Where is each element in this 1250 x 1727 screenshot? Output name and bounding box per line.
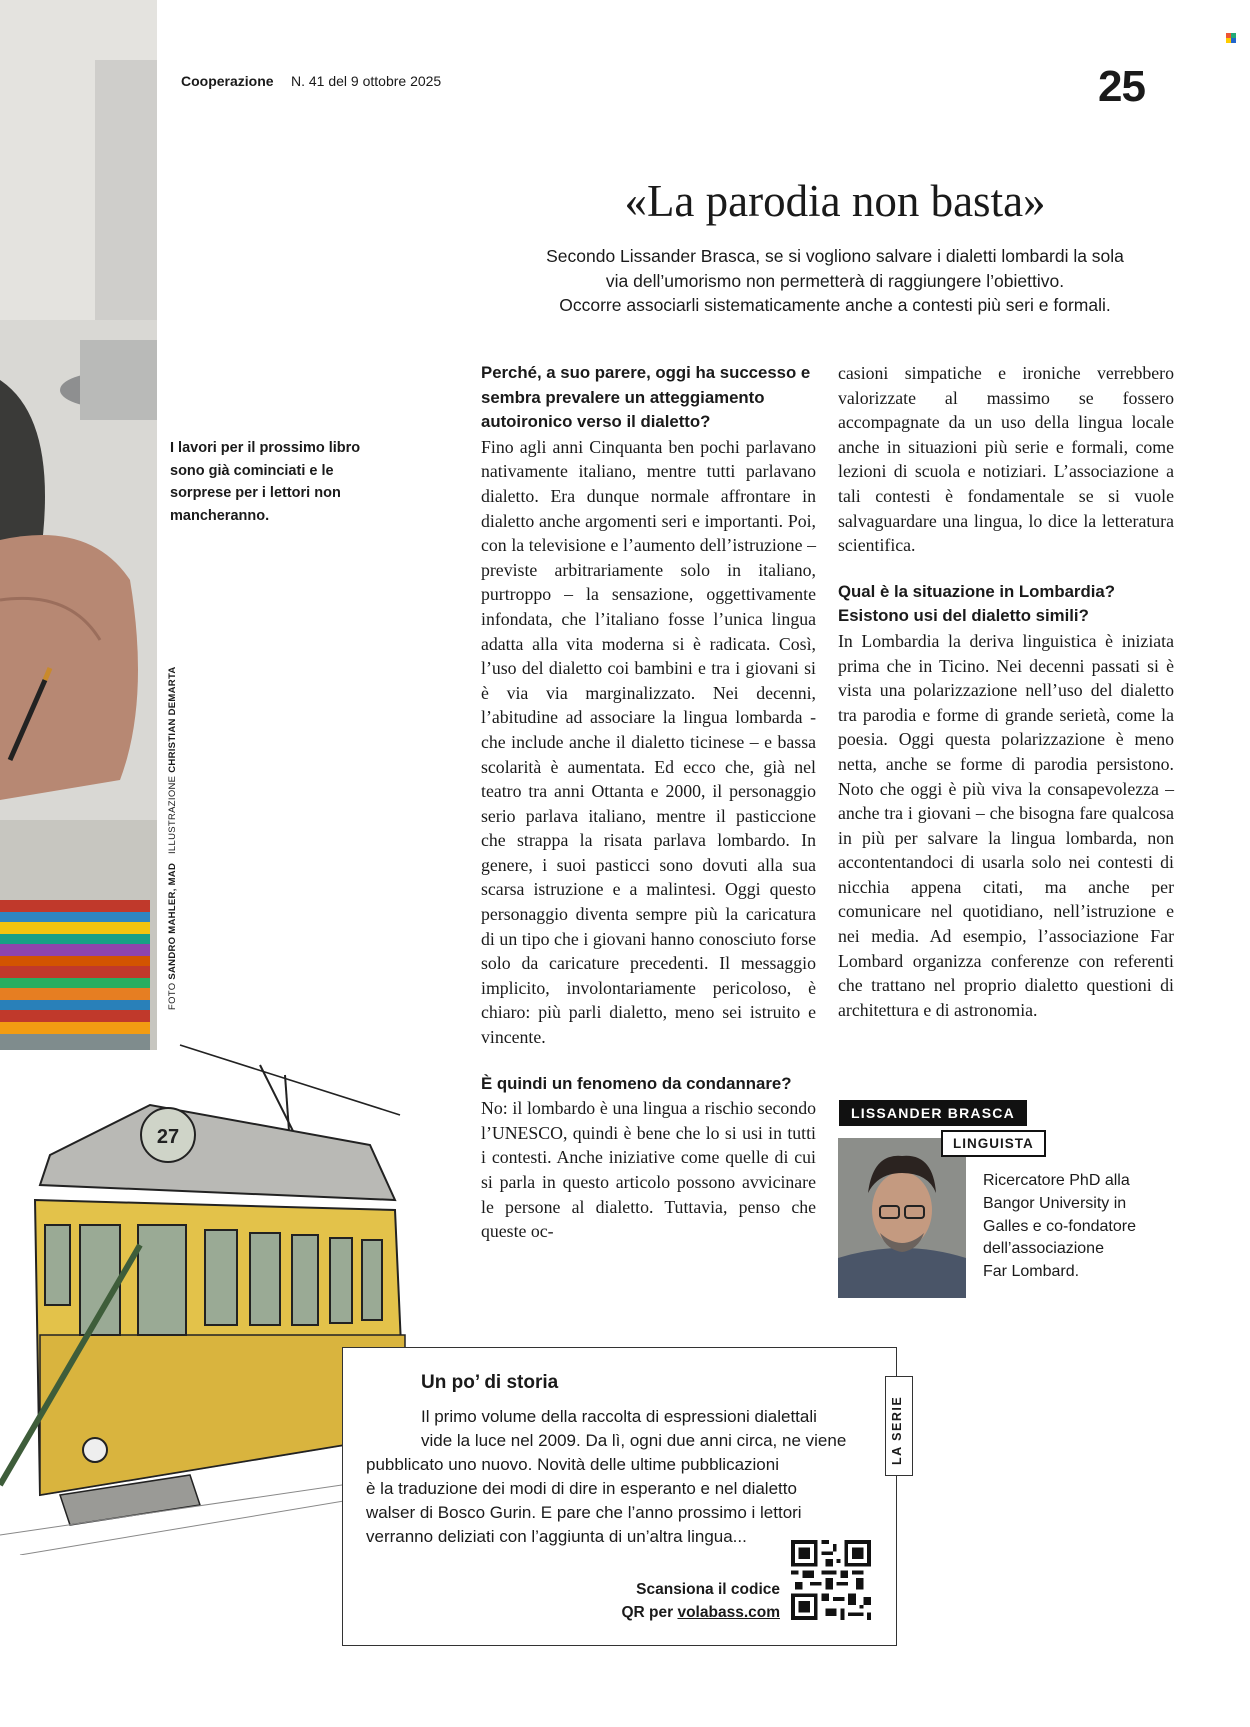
bio-line: Galles e co-fondatore <box>983 1217 1136 1235</box>
credit-names: SANDRO MAHLER, MAD <box>167 862 178 980</box>
photo-caption: I lavori per il prossimo libro sono già cominciati e le sorprese per i lettori non mancheranno. <box>170 440 361 524</box>
article-subtitle <box>500 244 1170 318</box>
artist-photo <box>0 0 157 1050</box>
qr-caption <box>580 1579 780 1624</box>
series-box-line: verranno deliziati con l’aggiunta di un’altra lingua... <box>366 1527 747 1546</box>
qr-caption-prefix: QR per <box>621 1603 678 1621</box>
subtitle-line: Secondo Lissander Brasca, se si vogliono salvare i dialetti lombardi la sola <box>546 246 1124 266</box>
series-box-line: Il primo volume della raccolta di espressioni dialettali <box>421 1407 817 1426</box>
bio-line: Far Lombard. <box>983 1263 1080 1281</box>
qr-caption-line: Scansiona il codice <box>636 1581 780 1598</box>
series-box-line: è la traduzione dei modi di dire in esperanto e nel dialetto <box>366 1479 797 1498</box>
color-marker-icon <box>1226 33 1236 43</box>
photo-credit <box>167 666 178 1010</box>
subtitle-line: Occorre associarli sistematicamente anche a contesti più seri e formali. <box>559 295 1111 315</box>
article-column-right <box>838 361 1174 1022</box>
interview-question: Perché, a suo parere, oggi ha successo e sembra prevalere un atteggiamento autoironico verso il dialetto? <box>481 363 811 432</box>
series-side-tag <box>885 1376 913 1476</box>
interview-answer-continued: casioni simpatiche e ironiche verrebbero valorizzate al massimo se fossero accompagnate da un uso della lingua locale anche in situazioni più serie e formali, come lezioni di scuola e notiziari. L’associazione a tali contesti è fondamentale se si vuole salvaguardare una lingua, lo dice la letteratura scientifica. <box>838 363 1174 556</box>
interview-question: È quindi un fenomeno da condannare? <box>481 1073 792 1093</box>
series-box-line: pubblicato uno nuovo. Novità delle ultime pubblicazioni <box>366 1455 779 1474</box>
series-box-line: walser di Bosco Gurin. E pare che l’anno prossimo i lettori <box>366 1503 802 1522</box>
bio-line: Ricercatore PhD alla <box>983 1172 1130 1189</box>
page-number: 25 <box>1098 62 1145 111</box>
interview-question: Qual è la situazione in Lombardia? Esistono usi del dialetto simili? <box>838 581 1115 626</box>
interview-answer: No: il lombardo è una lingua a rischio secondo l’UNESCO, quindi è bene che lo si usi in tutti i contesti. Anche iniziative come quelle di cui si parla in questo articolo possono avvicinare le persone al dialetto. Tuttavia, penso che queste oc- <box>481 1098 816 1242</box>
author-name-tag: LISSANDER BRASCA <box>839 1100 1027 1126</box>
issue-date: N. 41 del 9 ottobre 2025 <box>291 73 442 89</box>
publication-name: Cooperazione <box>181 73 274 89</box>
series-box-line: vide la luce nel 2009. Da lì, ogni due anni circa, ne viene <box>421 1431 847 1450</box>
bio-line: Bangor University in <box>983 1194 1127 1212</box>
article-title: «La parodia non basta» <box>624 176 1046 226</box>
subtitle-line: via dell’umorismo non permetterà di raggiungere l’obiettivo. <box>605 270 1065 291</box>
author-role-tag: LINGUISTA <box>941 1130 1046 1157</box>
volabass-link[interactable]: volabass.com <box>677 1603 780 1621</box>
interview-answer: In Lombardia la deriva linguistica è iniziata prima che in Ticino. Nei decenni passati si è vista una polarizzazione nell’uso del dialetto tra parodia e forme di grande serietà, come la poesia. Oggi questa polarizzazione è meno netta, anche se forme di parodia persistono. Noto che oggi è più viva la consapevolezza – anche tra i giovani – che bisogna fare qualcosa in più per salvare la lingua lombarda, non accontentandoci di usarla solo nei contesti di nicchia appena citati, ma anche per comunicare nel quotidiano, nell’istruzione e nei media. Ad esempio, l’associazione Far Lombard organizza conferenze con referenti che trattano nel proprio dialetto questioni di architettura e di astronomia. <box>838 630 1174 1020</box>
bio-line: dell’associazione <box>983 1240 1104 1258</box>
tram-number: 27 <box>156 1126 180 1148</box>
credit-label: ILLUSTRAZIONE <box>167 775 178 855</box>
author-bio <box>983 1170 1183 1284</box>
credit-names: CHRISTIAN DEMARTA <box>167 666 178 773</box>
series-box-title: Un po’ di storia <box>421 1372 559 1393</box>
interview-answer: Fino agli anni Cinquanta ben pochi parlavano nativamente italiano, mentre tutti parlavano dialetto. Era dunque normale affrontare in dialetto anche argomenti seri e importanti. Poi, con la televisione e l’aumento dell’istruzione – previste arbitrariamente solo in italiano, purtroppo – la sensazione, oggettivamente infondata, che l’italiano fosse l’unica lingua adatta alla vita moderna si è radicata. Così, l’uso del dialetto coi bambini e tra i giovani si è via via marginalizzato. Nei decenni, l’abitudine ad associare la lingua lombarda - che include anche il dialetto ticinese – e bassa scolarità è aumentata. Ed ecco che, già nel teatro tra anni Ottanta e 2000, il personaggio serio parlava italiano, mentre il pasticcione che strappa la risata parlava lombardo. In genere, i suoi pasticci sono dovuti alla sua scarsa istruzione e a malintesi. Oggi questo personaggio diventa sempre più la caricatura di un tipo che i giovani hanno conosciuto forse solo da caricature precedenti. Il messaggio implicito, involontariamente pericoloso, è chiaro: più parli dialetto, meno sei istruito e vincente. <box>481 436 816 1048</box>
article-column-left <box>481 361 816 1244</box>
credit-label: FOTO <box>167 982 178 1010</box>
series-tag-label: LA SERIE <box>890 1395 904 1465</box>
qr-code-icon[interactable] <box>791 1540 871 1620</box>
author-portrait <box>838 1138 966 1298</box>
